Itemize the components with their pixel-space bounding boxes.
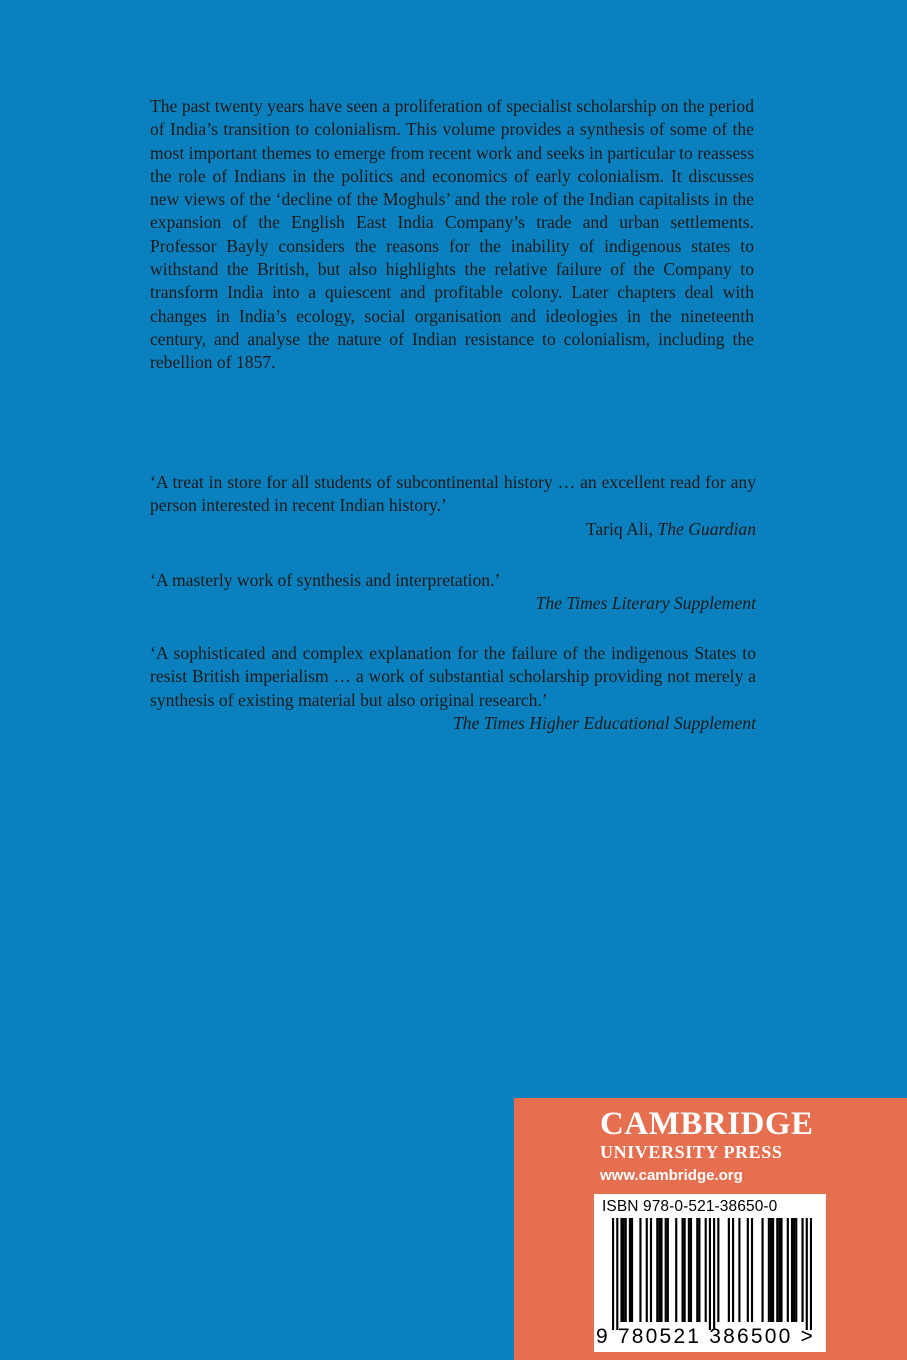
barcode-bar [658, 1218, 660, 1322]
barcode-bar [713, 1218, 715, 1330]
barcode-box [594, 1194, 826, 1352]
barcode-bar [667, 1218, 669, 1322]
barcode-bar [778, 1218, 780, 1322]
barcode-bar [629, 1218, 631, 1322]
barcode-bar [650, 1218, 652, 1322]
barcode-bar [709, 1218, 711, 1330]
barcode-bar [717, 1218, 719, 1322]
barcode-bar [620, 1218, 622, 1322]
barcode-bar [688, 1218, 690, 1322]
barcode-bar [656, 1218, 658, 1322]
barcode-bar [770, 1218, 772, 1322]
barcode-bar [646, 1218, 648, 1322]
barcode-bar [675, 1218, 677, 1322]
barcode-bar [625, 1218, 627, 1322]
review-publication: The Guardian [657, 518, 756, 539]
barcode-bar [732, 1218, 734, 1322]
barcode-bar [728, 1218, 730, 1322]
barcode-bar [776, 1218, 778, 1322]
barcode-bar [623, 1218, 625, 1322]
barcode-bar [761, 1218, 763, 1322]
barcode-bar [795, 1218, 797, 1322]
barcode-bar [690, 1218, 692, 1322]
barcode-bar [639, 1218, 641, 1322]
barcode-bar [616, 1218, 618, 1330]
publisher-url: www.cambridge.org [600, 1167, 743, 1184]
review-publication: The Times Higher Educational Supplement [453, 712, 756, 733]
book-description: The past twenty years have seen a proliferation of specialist scholarship on the period of India’s transition to colonialism. This volume provides a synthesis of some of the most important themes to emerge from recent work and seeks in particular to reassess the role of Indians in the politics and economics of early colonialism. It discusses new views of the ‘decline of the Moghuls’ and the role of the Indian capitalists in the expansion of the English East India Company’s trade and urban settlements. Professor Bayly considers the reasons for the inability of indigenous states to withstand the British, but also highlights the relative failure of the Company to transform India into a quiescent and profitable colony. Later chapters deal with changes in India’s ecology, social organisation and ideologies in the nineteenth century, and analyse the nature of Indian resistance to colonialism, including the rebellion of 1857. [150, 96, 754, 373]
barcode-bar [684, 1218, 686, 1322]
publisher-panel [514, 1098, 907, 1360]
publisher-logo-name: CAMBRIDGE [600, 1106, 814, 1142]
barcode-bar [787, 1218, 789, 1322]
barcode-bar [768, 1218, 770, 1322]
barcode-bar [791, 1218, 793, 1322]
review-tariq-ali [150, 471, 756, 541]
barcode-bar [612, 1218, 614, 1330]
review-times-literary-supplement [150, 569, 756, 616]
ean13-barcode-icon [612, 1218, 812, 1330]
review-quote: ‘A treat in store for all students of subcontinental history … an excellent read for any person interested in recent Indian history.’ [150, 472, 756, 516]
barcode-bar [747, 1218, 749, 1322]
barcode-bar [810, 1218, 812, 1330]
review-author: Tariq Ali, [585, 518, 658, 539]
barcode-bar [772, 1218, 774, 1322]
barcode-bar [660, 1218, 662, 1322]
barcode-bar [665, 1218, 667, 1322]
barcode-bar [738, 1218, 740, 1322]
barcode-bar [801, 1218, 803, 1322]
barcode-bar [806, 1218, 808, 1330]
barcode-bar [780, 1218, 782, 1322]
barcode-bar [631, 1218, 633, 1322]
review-publication: The Times Literary Supplement [535, 593, 756, 614]
barcode-bar [698, 1218, 700, 1322]
barcode-bar [681, 1218, 683, 1322]
review-source [150, 712, 756, 735]
barcode-bar [696, 1218, 698, 1322]
review-quote: ‘A masterly work of synthesis and interpretation.’ [150, 570, 501, 590]
barcode-bar [705, 1218, 707, 1322]
barcode-bar [751, 1218, 753, 1322]
publisher-logo-subtitle: UNIVERSITY PRESS [600, 1142, 783, 1162]
review-quote: ‘A sophisticated and complex explanation for the failure of the indigenous States to resist British imperialism … a work of substantial scholarship providing not merely a synthesis of existing material but also original research.’ [150, 643, 756, 710]
review-source [150, 518, 756, 541]
barcode-bar [793, 1218, 795, 1322]
review-times-higher-educational-supplement [150, 642, 756, 735]
isbn-label: ISBN 978-0-521-38650-0 [602, 1198, 778, 1215]
review-source [150, 592, 756, 615]
barcode-digits: 9 780521 386500 > [596, 1325, 815, 1348]
